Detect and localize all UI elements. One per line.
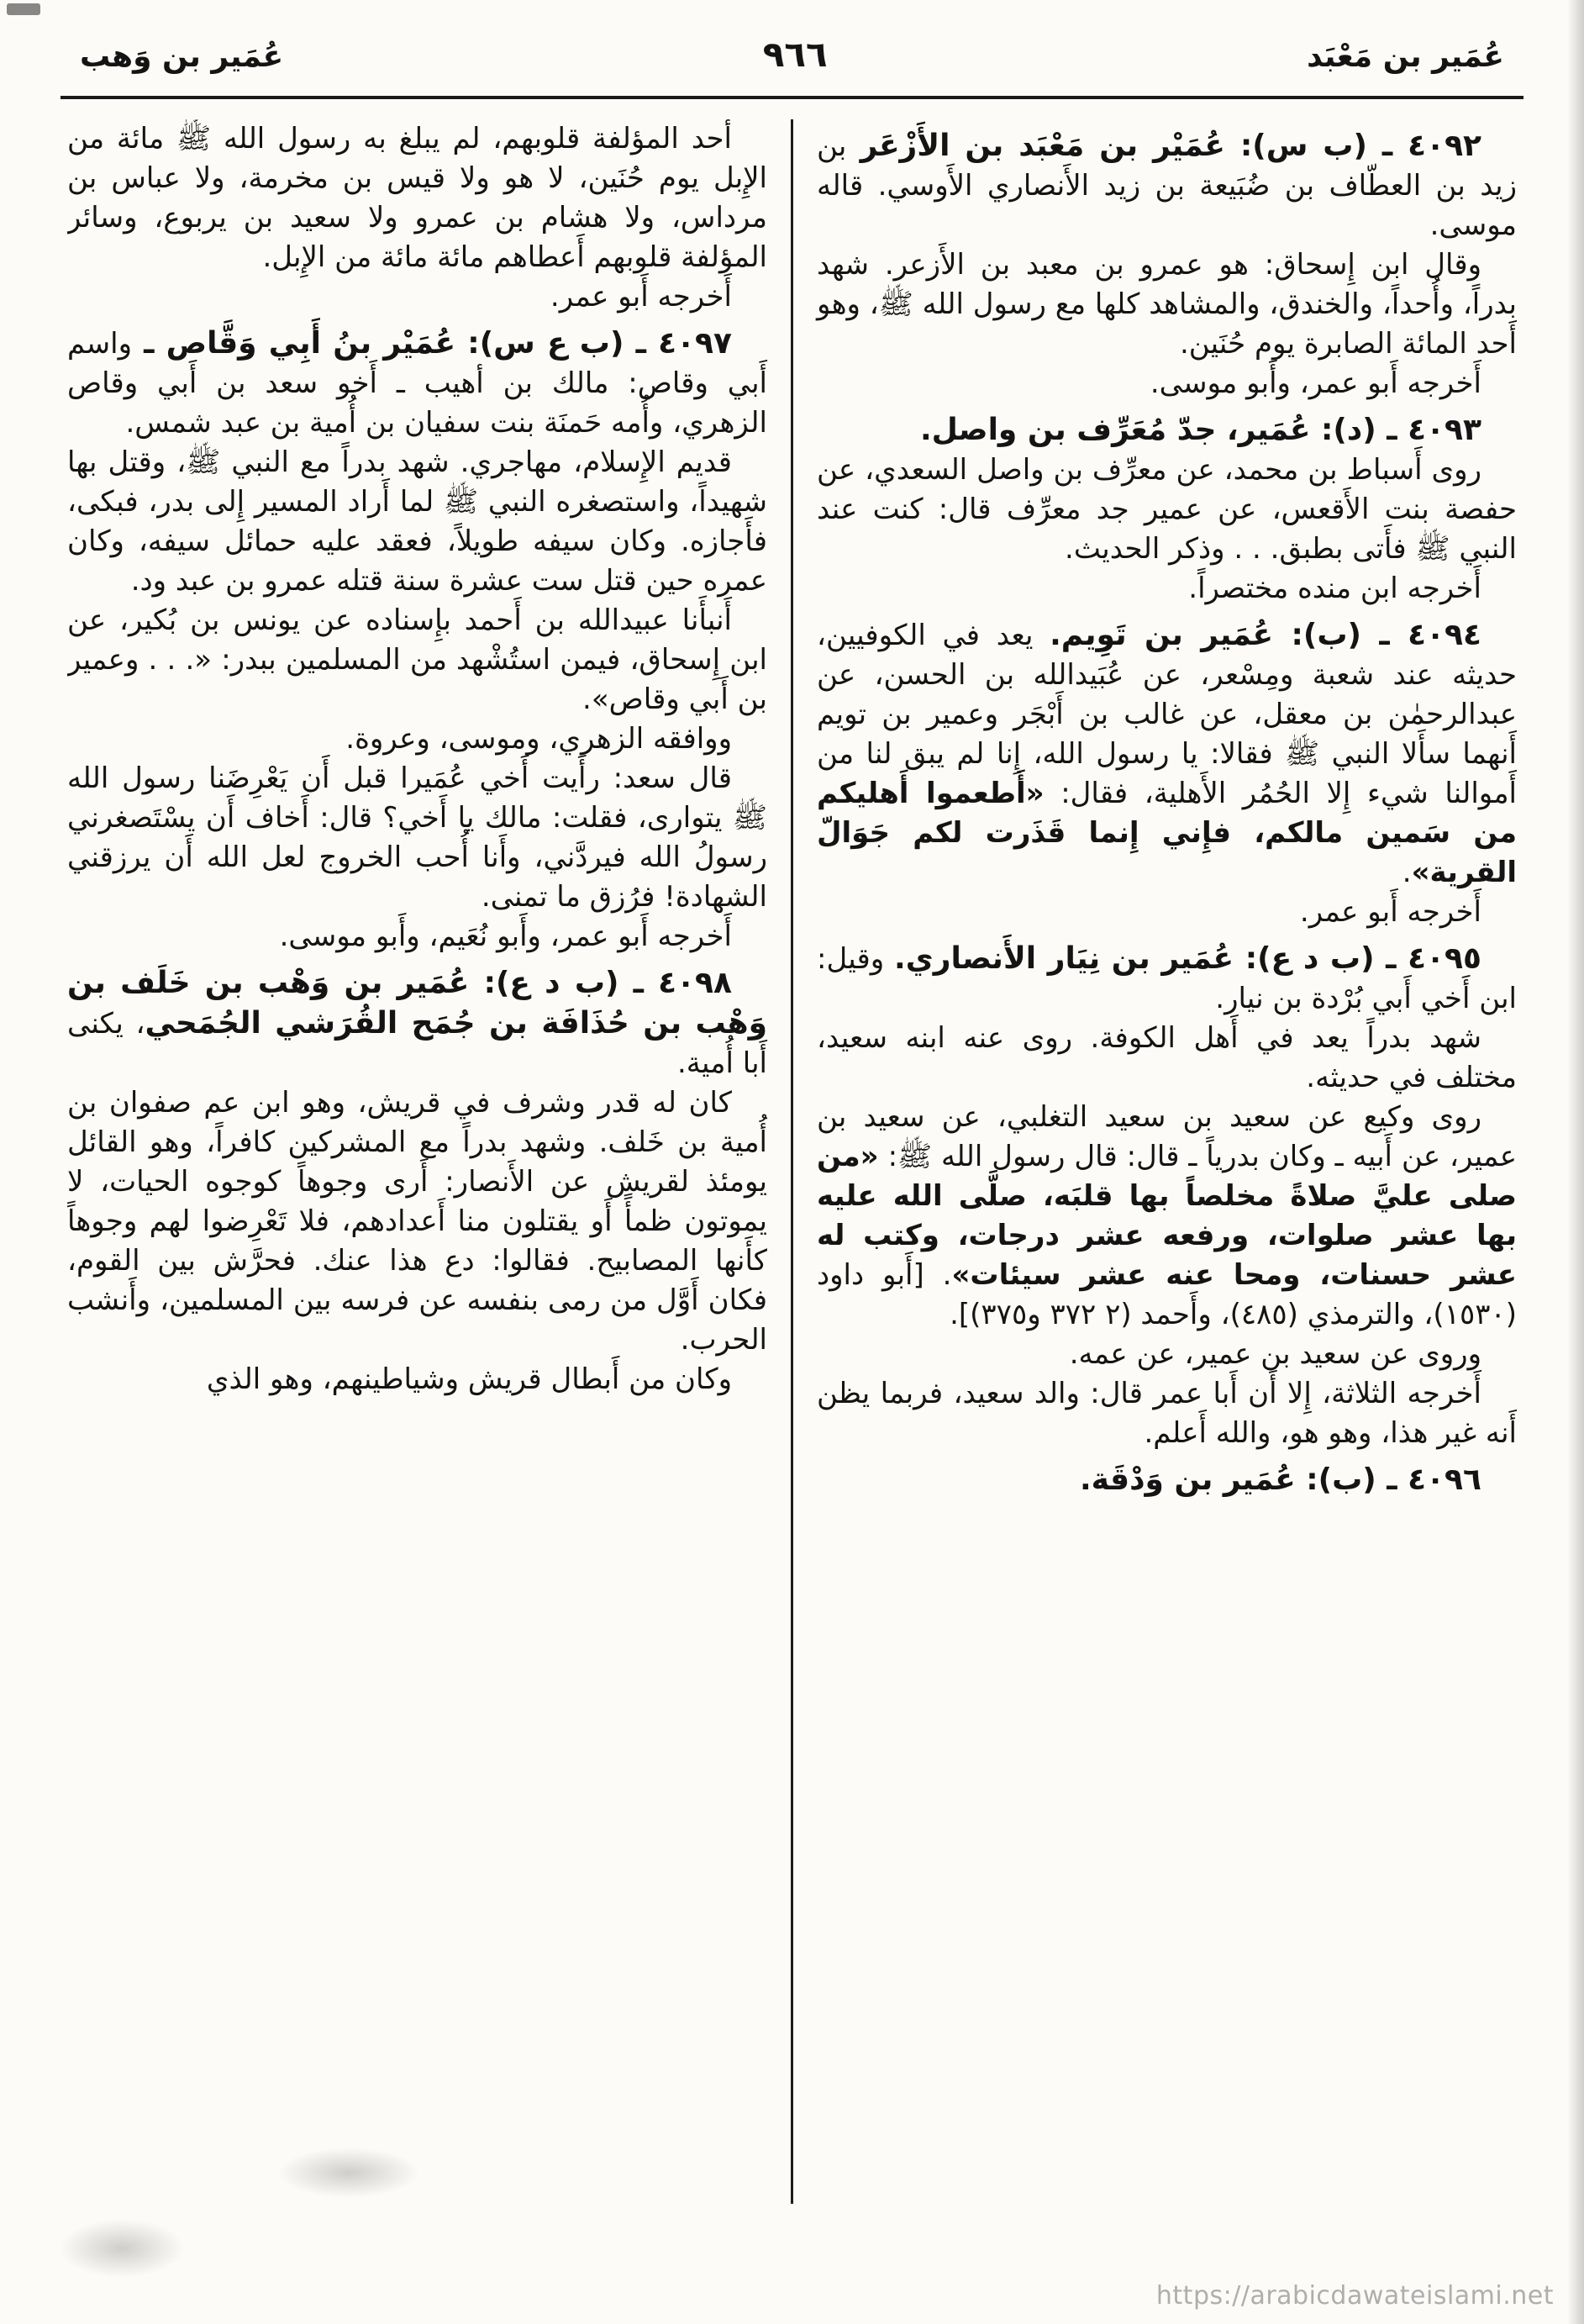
text-segment: واسم أَبي وقاص: مالك بن أهيب ـ أَخو سعد بن أَبي وقاص الزهري، وأُمه حَمنَة بنت سفيان بن أُمية بن عبد شمس.: [67, 327, 767, 440]
bold-text-segment: ٤٠٩٢ ـ (ب س): عُمَيْر بن مَعْبَد بن الأَزْعَر: [860, 129, 1482, 163]
text-segment: بن زيد بن العطّاف بن ضُبَيعة بن زيد الأَنصاري الأَوسي. قاله موسى.: [817, 129, 1517, 242]
entry-heading-paragraph: [67, 324, 767, 443]
text-segment: . [أَبو داود (١٥٣٠)، والترمذي (٤٨٥)، وأَحمد (٢ ٣٧٢ و٣٧٥)].: [817, 1258, 1517, 1331]
text-segment: وقيل: ابن أَخي أَبي بُرْدة بن نيار.: [817, 942, 1517, 1015]
body-paragraph: [67, 1083, 767, 1360]
text-segment: .: [1402, 856, 1412, 889]
text-segment: روى وكيع عن سعيد بن سعيد التغلبي، عن سعيد بن عمير، عن أَبيه ـ وكان بدرياً ـ قال: قال رسول الله ﷺ:: [817, 1100, 1517, 1173]
page-number: ٩٦٦: [762, 34, 828, 75]
bold-text-segment: ٤٠٩٣ ـ (د): عُمَير، جدّ مُعَرِّف بن واصل.: [920, 413, 1481, 447]
column-right: [793, 119, 1517, 2229]
bold-text-segment: ٤٠٩٤ ـ (ب): عُمَير بن تَوِيم.: [1050, 618, 1481, 652]
body-paragraph: [67, 759, 767, 917]
text-segment: أَخرجه أَبو عمر.: [550, 280, 732, 314]
bold-text-segment: ٤٠٩٧ ـ (ب ع س): عُمَيْر بنُ أَبِي وَقَّاص ـ: [131, 326, 732, 361]
body-paragraph: [817, 893, 1517, 932]
entry-heading-paragraph: [817, 126, 1517, 245]
entry-heading-paragraph: [67, 963, 767, 1083]
body-paragraph: [67, 1360, 767, 1399]
bold-text-segment: ٤٠٩٦ ـ (ب): عُمَير بن وَدْقَة.: [1079, 1462, 1481, 1497]
text-segment: وكان من أَبطال قريش وشياطينهم، وهو الذي: [206, 1362, 732, 1396]
text-segment: أَنبأَنا عبيدالله بن أَحمد بإِسناده عن يونس بن بُكير، عن ابن إِسحاق، فيمن استُشْهد من المسلمين ببدر: «. . . وعمير بن أَبي وقاص».: [67, 603, 767, 716]
body-paragraph: [67, 277, 767, 317]
bold-text-segment: ٤٠٩٨ ـ (ب د ع): عُمَير بن وَهْب بن خَلَف بن وَهْب بن حُذَافَة بن جُمَح القُرَشي الجُمَحي: [67, 966, 767, 1041]
scan-edge-shade: [1567, 0, 1584, 2324]
text-segment: أَخرجه الثلاثة، إِلا أَن أَبا عمر قال: والد سعيد، فربما يظن أَنه غير هذا، وهو هو، والله أَعلم.: [817, 1377, 1517, 1450]
text-segment: ، يكنى أَبا أُمية.: [67, 1007, 767, 1080]
bold-text-segment: «أَطعموا أَهليكم من سَمين مالكم، فإِني إِنما قَذَرت لكم جَوَالّ القرية»: [817, 777, 1517, 889]
body-paragraph: [817, 364, 1517, 403]
text-segment: وقال ابن إِسحاق: هو عمرو بن معبد بن الأَزعر. شهد بدراً، وأُحداً، والخندق، والمشاهد كلها مع رسول الله ﷺ، وهو أَحد المائة الصابرة يوم حُنَين.: [817, 248, 1517, 361]
text-segment: كان له قدر وشرف في قريش، وهو ابن عم صفوان بن أُمية بن خَلف. وشهد بدراً مع المشركين كافراً، وهو القائل يومئذ لقريش عن الأَنصار: أَرى وجوهاً كوجوه الحيات، لا يموتون ظمأً أَو يقتلون منا أَعدادهم، فلا تَعْرِضوا لهم وجوهاً كأَنها المصابيح. فقالوا: دع هذا عنك. فحرَّش بين القوم، فكان أَوَّل من رمى بنفسه عن فرسه بين المسلمين، وأَنشب الحرب.: [67, 1086, 767, 1357]
entry-heading-paragraph: [817, 410, 1517, 451]
body-paragraph: [817, 569, 1517, 609]
body-paragraph: [817, 1335, 1517, 1374]
text-segment: روى أَسباط بن محمد، عن معرِّف بن واصل السعدي، عن حفصة بنت الأَقعس، عن عمير جد معرِّف قال: كنت عند النبي ﷺ فأَتى بطبق. . . وذكر الحديث.: [817, 453, 1517, 566]
watermark-url: https://arabicdawateislami.net: [1155, 2281, 1554, 2311]
body-paragraph: [67, 443, 767, 601]
text-segment: يعد في الكوفيين، حديثه عند شعبة ومِسْعر، عن عُبَيدالله بن الحسن، عن عبدالرحمٰن بن معقل، عن غالب بن أَبْجَر وعمير بن تويم أَنهما سأَلا النبي ﷺ فقالا: يا رسول الله، إِنا لم يبق لنا من أَموالنا شيء إِلا الحُمُر الأَهلية، فقال:: [817, 619, 1517, 810]
body-paragraph: [817, 1098, 1517, 1335]
text-segment: قال سعد: رأَيت أَخي عُمَيرا قبل أَن يَعْرِضَنا رسول الله ﷺ يتوارى، فقلت: مالك يا أَخي؟ قال: أَخاف أَن يسْتَصغرني رسولُ الله فيردَّني، وأَنا أُحب الخروج لعل الله أَن يرزقني الشهادة! فرُزق ما تمنى.: [67, 761, 767, 914]
column-left: [67, 119, 791, 2229]
text-segment: شهد بدراً يعد في أَهل الكوفة. روى عنه ابنه سعيد، مختلف في حديثه.: [817, 1021, 1517, 1094]
body-paragraph: [67, 119, 767, 277]
text-segment: وروى عن سعيد بن عمير، عن عمه.: [1069, 1337, 1481, 1371]
entry-heading-paragraph: [817, 615, 1517, 893]
bold-text-segment: ٤٠٩٥ ـ (ب د ع): عُمَير بن نِيَار الأَنصاري.: [894, 941, 1481, 976]
body-paragraph: [817, 451, 1517, 569]
body-paragraph: [67, 917, 767, 956]
text-columns: [67, 119, 1517, 2229]
entry-heading-paragraph: [817, 939, 1517, 1019]
text-segment: أَخرجه ابن منده مختصراً.: [1188, 572, 1481, 605]
text-segment: أَخرجه أَبو عمر، وأَبو نُعَيم، وأَبو موسى.: [279, 920, 732, 953]
column-divider: [791, 119, 793, 2204]
bold-text-segment: «من صلى عليَّ صلاةً مخلصاً بها قلبَه، صلَّى الله عليه بها عشر صلوات، ورفعه عشر درجات، وكتب له عشر حسنات، ومحا عنه عشر سيئات»: [817, 1140, 1517, 1292]
entry-heading-paragraph: [817, 1460, 1517, 1500]
body-paragraph: [67, 601, 767, 719]
body-paragraph: [817, 1374, 1517, 1453]
page-header: [80, 34, 1504, 75]
text-segment: أَخرجه أَبو عمر.: [1299, 895, 1481, 929]
running-head-left: عُمَير بن وَهب: [80, 40, 284, 74]
body-paragraph: [817, 245, 1517, 364]
text-segment: أَخرجه أَبو عمر، وأَبو موسى.: [1150, 366, 1481, 400]
text-segment: ووافقه الزهري، وموسى، وعروة.: [345, 722, 732, 756]
running-head-right: عُمَير بن مَعْبَد: [1307, 40, 1504, 74]
header-rule: [61, 96, 1523, 99]
scan-artifact: [7, 3, 40, 15]
body-paragraph: [817, 1019, 1517, 1098]
text-segment: أَحد المؤلفة قلوبهم، لم يبلغ به رسول الله ﷺ مائة من الإِبل يوم حُنَين، لا هو ولا قيس بن مخرمة، ولا عباس بن مرداس، ولا هشام بن عمرو ولا سعيد بن يربوع، وسائر المؤلفة قلوبهم أَعطاهم مائة مائة من الإِبل.: [67, 122, 767, 274]
body-paragraph: [67, 719, 767, 759]
text-segment: قديم الإِسلام، مهاجري. شهد بدراً مع النبي ﷺ، وقتل بها شهيداً، واستصغره النبي ﷺ لما أَراد المسير إِلى بدر، فبكى، فأَجازه. وكان سيفه طويلاً، فعقد عليه حمائل سيفه، وكان عمره حين قتل ست عشرة سنة قتله عمرو بن عبد ود.: [67, 445, 767, 598]
